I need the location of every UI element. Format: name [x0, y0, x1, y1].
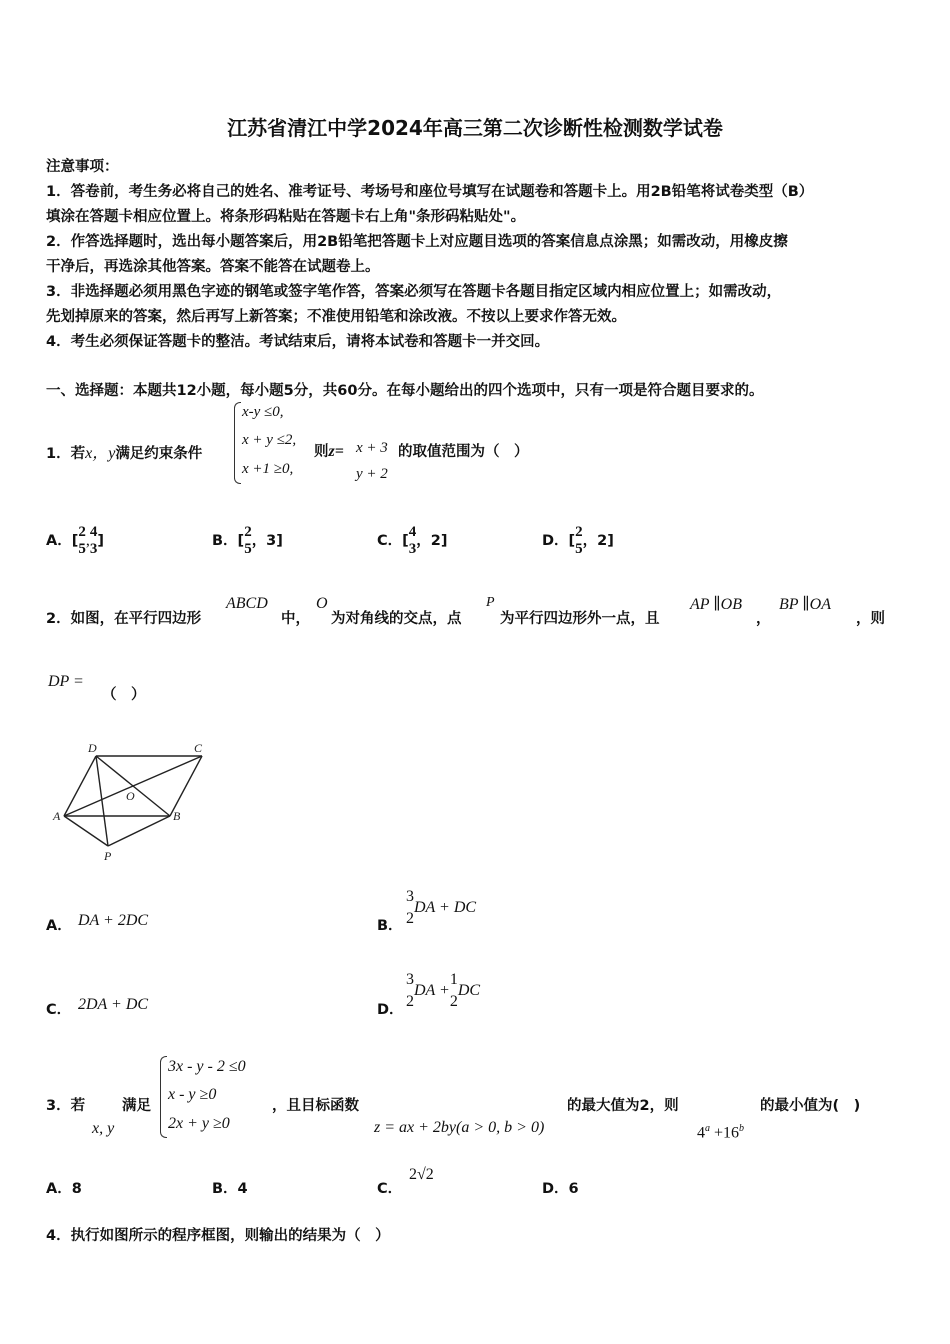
q3-option-a: A．8	[46, 1181, 82, 1197]
label-b: B	[173, 809, 181, 823]
q2-paren: （ ）	[102, 687, 146, 703]
notice-line: 3．非选择题必须用黑色字迹的钢笔或签字笔作答，答案必须写在答题卡各题目指定区域内相应位置上；如需改动，	[46, 284, 782, 300]
q2-option-a-label: A．	[46, 918, 72, 934]
q1-brace	[234, 402, 241, 484]
notice-line: 1．答卷前，考生务必将自己的姓名、准考证号、考场号和座位号填写在试题卷和答题卡上。用2B铅笔将试卷类型（B）	[46, 184, 814, 200]
q3-option-d: D．6	[542, 1181, 579, 1197]
q2-text-4: 为平行四边形外一点，且	[500, 611, 660, 627]
q3-constraint: 2x + y ≥0	[168, 1115, 230, 1132]
q3-option-b: B．4	[212, 1181, 248, 1197]
q3-expression: $4^a +16^b$	[697, 1123, 745, 1142]
q3-objective: z = ax + 2by(a > 0, b > 0)	[374, 1119, 545, 1136]
q3-text-5: 的最小值为( )	[760, 1098, 861, 1114]
notice-line: 先划掉原来的答案，然后再写上新答案；不准使用铅笔和涂改液。不按以上要求作答无效。	[46, 309, 626, 325]
q2-comma: ，	[756, 611, 771, 627]
q1-option-c: C．[ 4 3 ，2]	[377, 524, 448, 557]
q1-denominator: y + 2	[356, 466, 388, 482]
q2-option-b: 3 2 DA + DC	[406, 888, 477, 927]
q1-prefix: 1．若x，y满足约束条件	[46, 445, 203, 462]
q2-dp: DP =	[48, 673, 84, 690]
q1-option-a: A．[ 2 5 , 4 3 ]	[46, 524, 104, 557]
q3-option-c: 2√2	[409, 1166, 434, 1183]
label-d: D	[88, 741, 97, 755]
notice-line: 干净后，再选涂其他答案。答案不能答在试题卷上。	[46, 259, 380, 275]
q2-option-a: DA + 2DC	[78, 912, 149, 929]
q1-option-b: B．[ 2 5 ，3]	[212, 524, 283, 557]
q2-text-3: 为对角线的交点，点	[331, 611, 462, 627]
notice-line: 4．考生必须保证答题卡的整洁。考试结束后，请将本试卷和答题卡一并交回。	[46, 334, 550, 350]
edge-ad	[64, 756, 96, 816]
notice-line: 填涂在答题卡相应位置上。将条形码粘贴在答题卡右上角"条形码粘贴处"。	[46, 209, 526, 225]
segment-ap	[64, 816, 108, 846]
label-a: A	[53, 809, 61, 823]
segment-bp	[108, 816, 170, 846]
q2-o: O	[316, 595, 328, 612]
label-c: C	[194, 741, 203, 755]
q2-text-5: ，则	[856, 611, 885, 627]
q1-constraint: x-y ≤0,	[242, 404, 284, 420]
q2-cond-2: BP ∥OA	[779, 596, 831, 613]
q2-abcd: ABCD	[226, 595, 268, 612]
q3-text-2: 满足	[122, 1098, 151, 1114]
q2-cond-1: AP ∥OB	[690, 596, 742, 613]
q2-option-b-label: B．	[377, 918, 403, 934]
q2-option-c-label: C．	[46, 1002, 72, 1018]
label-p: P	[104, 849, 112, 863]
q3-brace	[160, 1056, 167, 1138]
q3-vars: x, y	[92, 1120, 115, 1137]
q3-option-c-label: C．	[377, 1181, 403, 1197]
parallelogram-figure	[50, 738, 220, 868]
q1-numerator: x + 3	[356, 440, 388, 456]
q2-option-c: 2DA + DC	[78, 996, 149, 1013]
q1-suffix: 的取值范围为（ ）	[398, 444, 529, 460]
q2-text-1: 2．如图，在平行四边形	[46, 611, 202, 627]
q3-text-4: 的最大值为2，则	[567, 1098, 679, 1114]
diagonal-db	[96, 756, 170, 816]
q2-text-2: 中，	[281, 611, 310, 627]
q2-p: P	[486, 595, 495, 610]
notice-line: 2．作答选择题时，选出每小题答案后，用2B铅笔把答题卡上对应题目选项的答案信息点涂黑；如需改动，用橡皮擦	[46, 234, 788, 250]
edge-cb	[170, 756, 202, 816]
q1-then: 则z=	[314, 443, 344, 460]
section-heading: 一、选择题：本题共12小题，每小题5分，共60分。在每小题给出的四个选项中，只有一项是符合题目要求的。	[46, 383, 764, 399]
q1-constraint: x +1 ≥0,	[242, 461, 294, 477]
q3-constraint: 3x - y - 2 ≤0	[168, 1058, 246, 1075]
q1-option-d: D．[ 2 5 ，2]	[542, 524, 614, 557]
q4-text: 4．执行如图所示的程序框图，则输出的结果为（ ）	[46, 1228, 390, 1244]
q3-text-3: ，且目标函数	[272, 1098, 359, 1114]
label-o: O	[126, 789, 135, 803]
q2-option-d: 3 2 DA + 1 2 DC	[406, 971, 481, 1010]
q3-text-1: 3．若	[46, 1098, 86, 1114]
q1-constraint: x + y ≤2,	[242, 432, 297, 448]
page-title: 江苏省清江中学2024年高三第二次诊断性检测数学试卷	[227, 116, 723, 140]
q2-option-d-label: D．	[377, 1002, 404, 1018]
q3-constraint: x - y ≥0	[168, 1086, 217, 1103]
notice-heading: 注意事项：	[46, 159, 119, 175]
